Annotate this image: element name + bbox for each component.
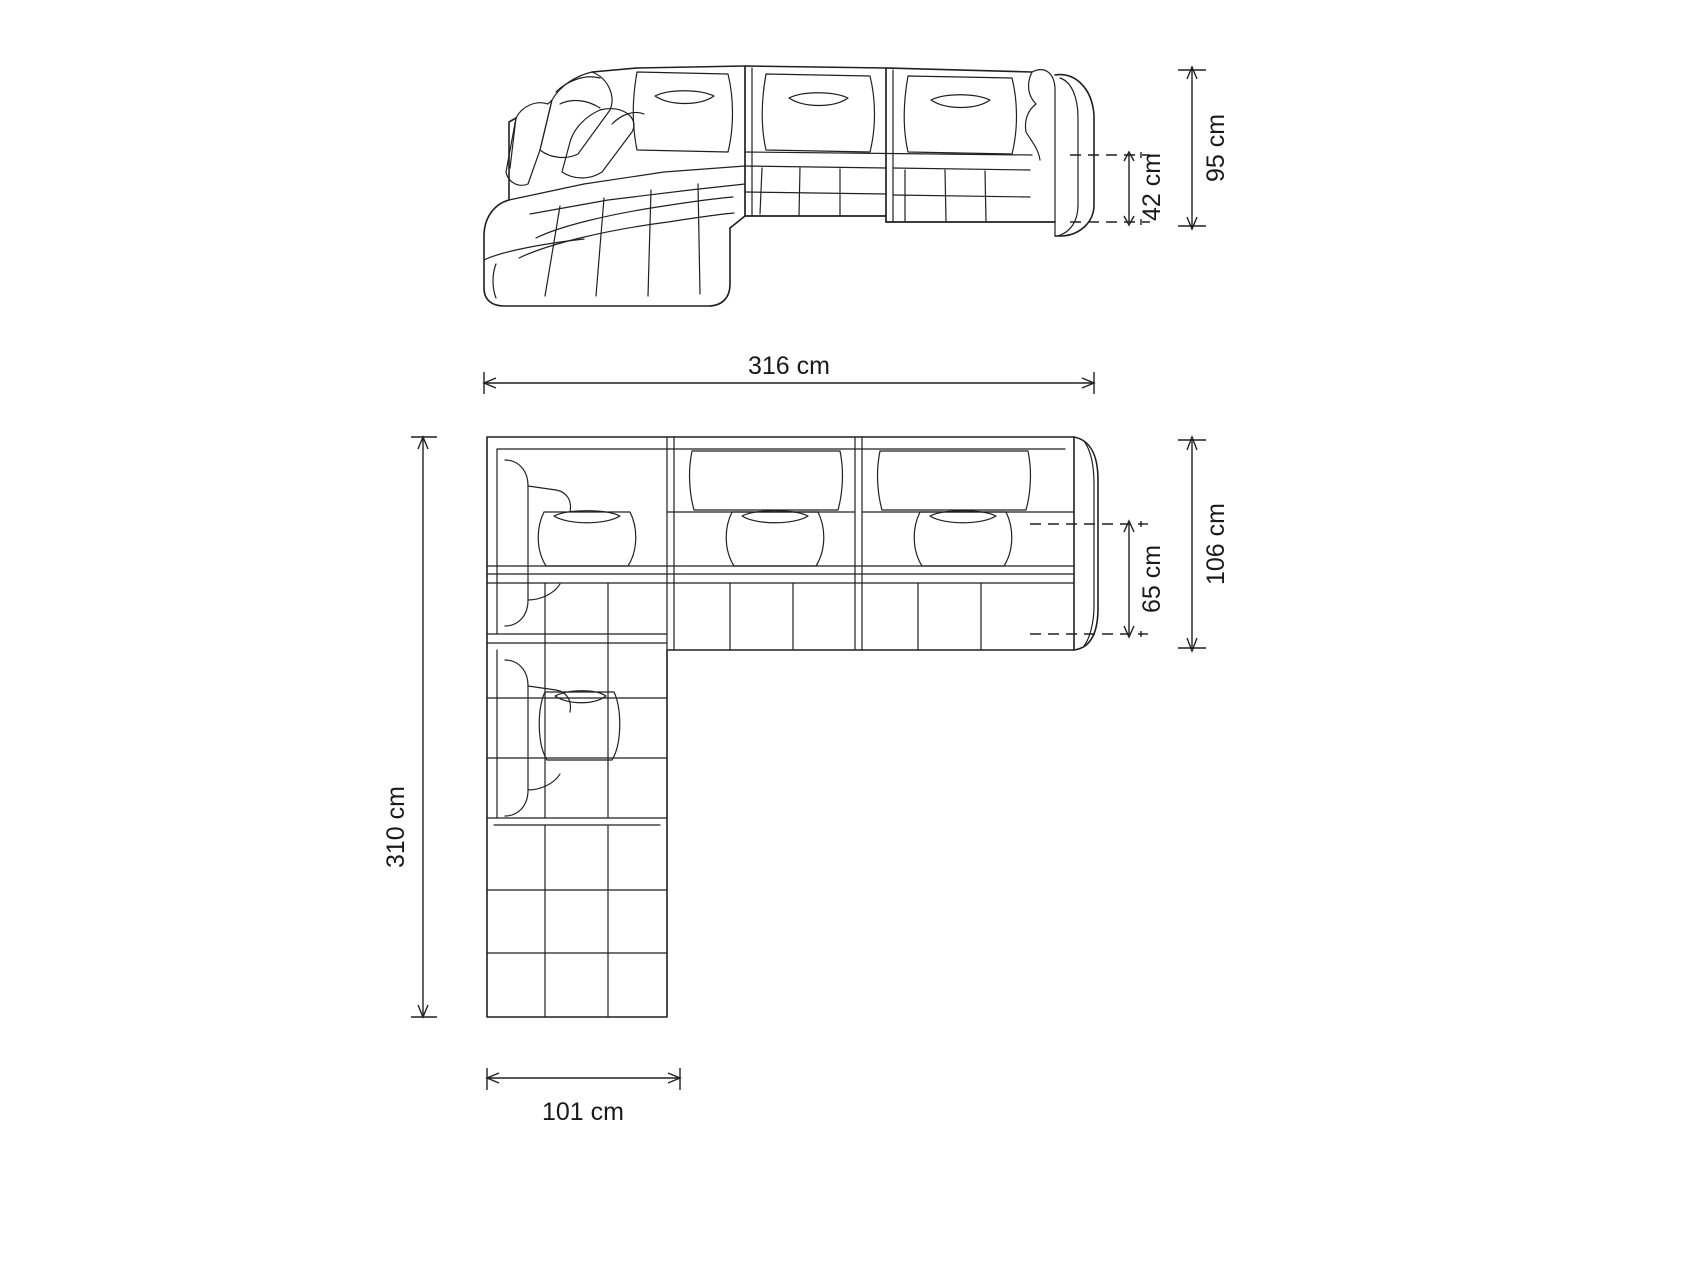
dim-seat-height-label: 42 cm — [1138, 152, 1166, 222]
dim-total-width-label: 316 cm — [748, 352, 830, 380]
dim-total-height-label: 95 cm — [1202, 113, 1230, 183]
dim-seat-depth-label: 65 cm — [1138, 544, 1166, 614]
width-dimension — [484, 352, 1094, 394]
dim-module-depth-label: 106 cm — [1202, 503, 1230, 585]
top-plan-view — [487, 437, 1098, 1017]
dim-total-depth-label: 310 cm — [382, 786, 410, 868]
dim-chaise-width-label: 101 cm — [542, 1098, 624, 1126]
front-elevation-view — [484, 66, 1094, 306]
plan-view-dimensions — [382, 437, 1230, 1126]
